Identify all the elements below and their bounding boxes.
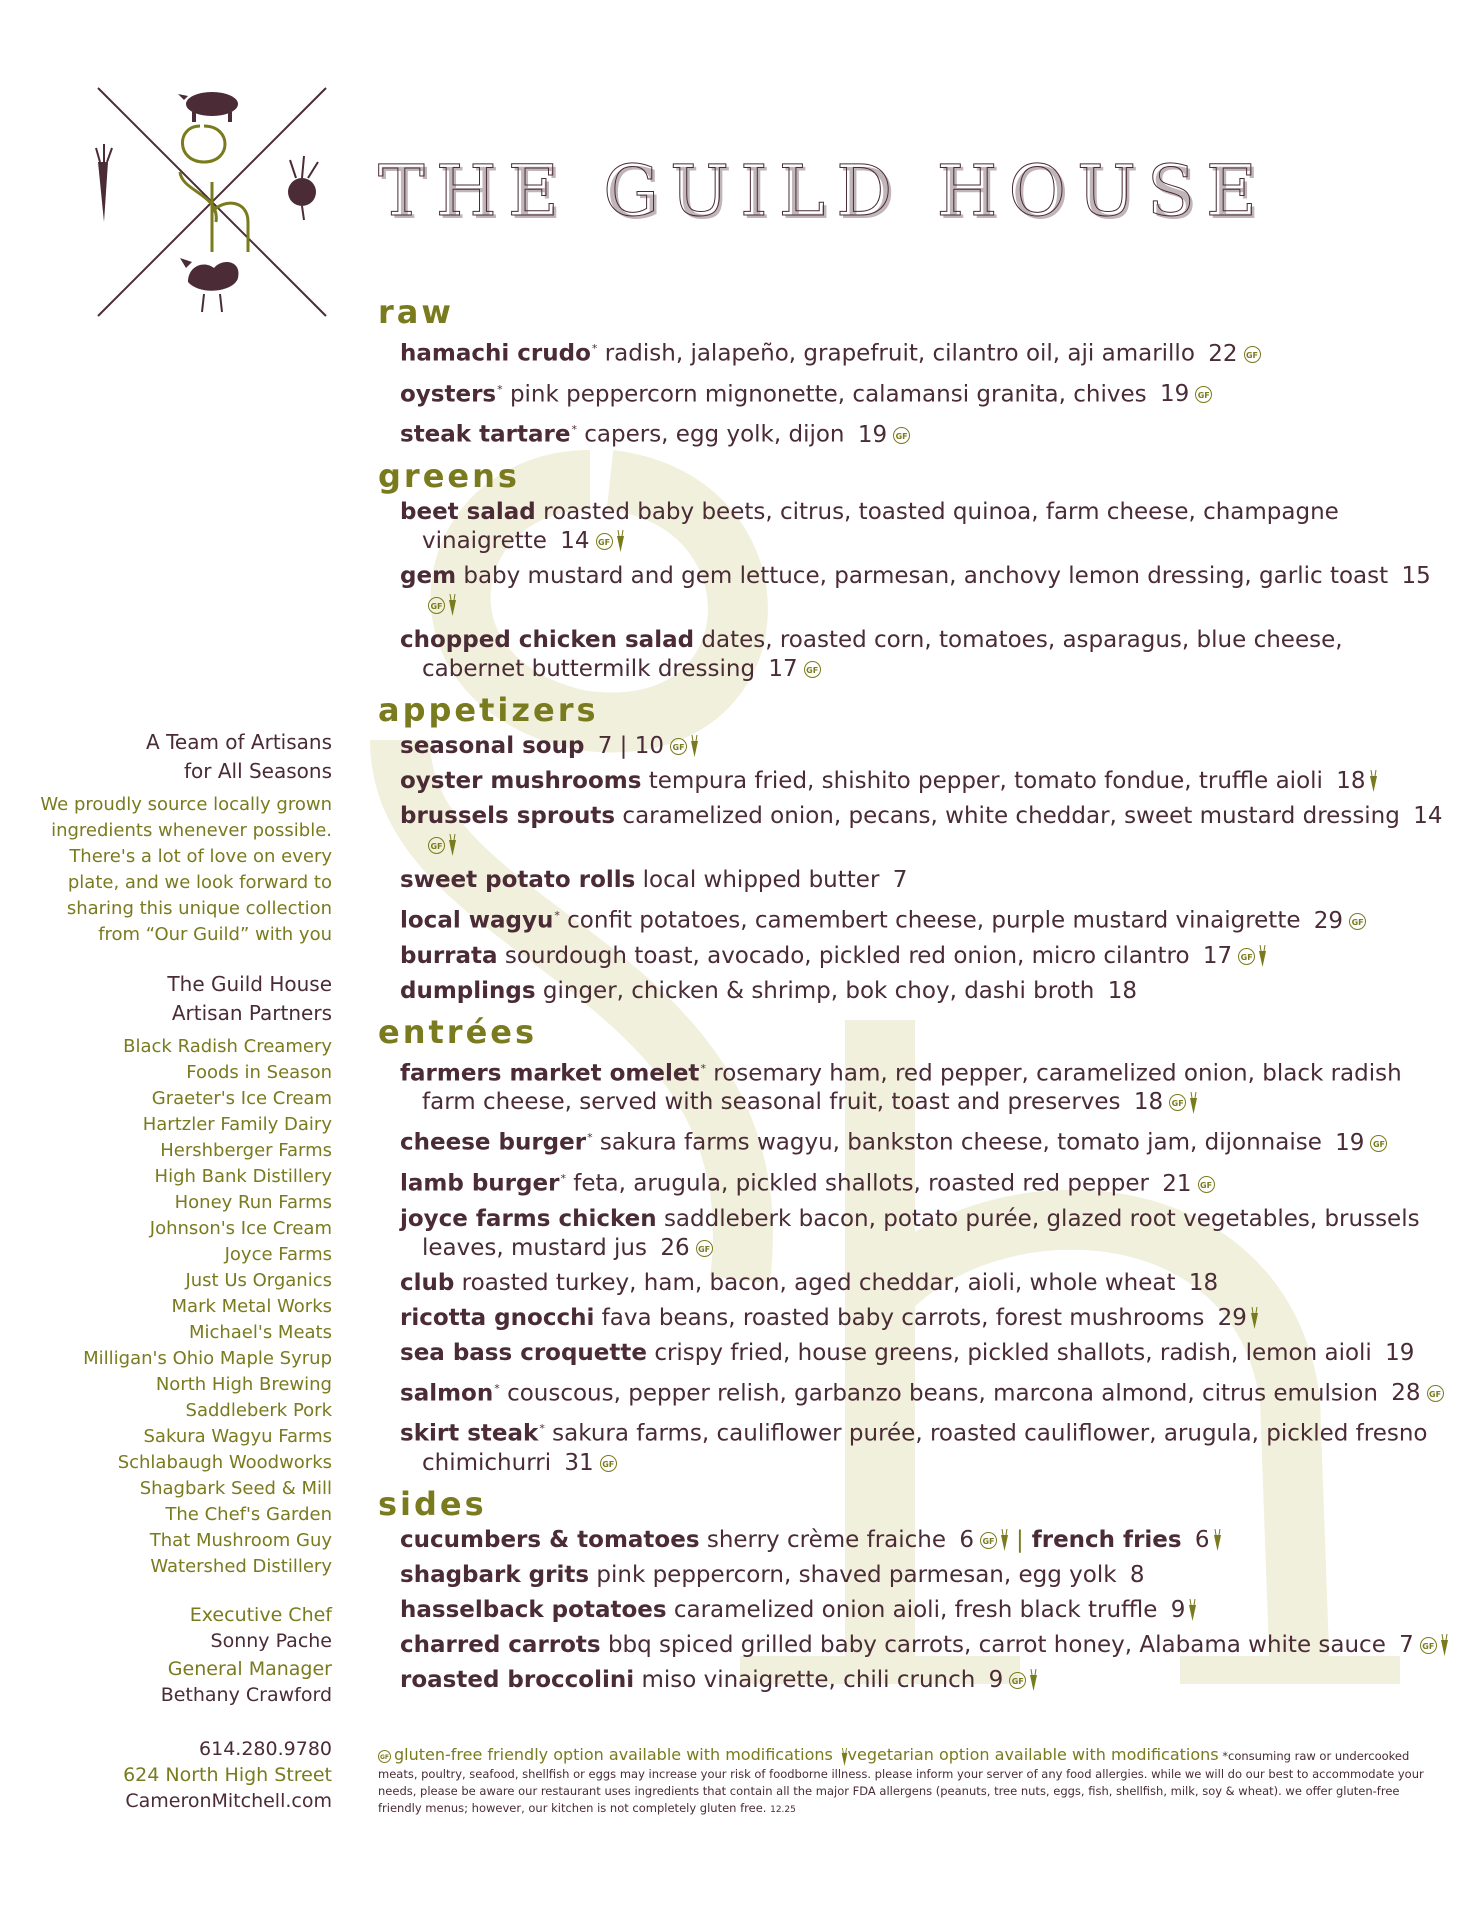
item-description: sherry crème fraiche xyxy=(706,1526,947,1553)
divider: | xyxy=(1015,1526,1024,1553)
phone-number[interactable]: 614.280.9780 xyxy=(199,1738,332,1760)
gluten-free-icon: GF xyxy=(600,1455,617,1472)
menu-item xyxy=(400,901,1448,936)
item-price: 29 xyxy=(1217,1304,1247,1331)
menu xyxy=(378,292,1448,1701)
item-description: bbq spiced grilled baby carrots, carrot honey, Alabama white sauce xyxy=(607,1631,1386,1658)
gluten-free-icon: GF xyxy=(893,427,910,444)
item-description: baby mustard and gem lettuce, parmesan, anchovy lemon dressing, garlic toast xyxy=(463,562,1389,589)
partner-item: Graeter's Ice Cream xyxy=(151,1088,332,1109)
gm-role: General Manager xyxy=(167,1658,332,1680)
item-price: 29 xyxy=(1313,907,1344,934)
item-price: 22 xyxy=(1208,340,1238,367)
section-raw xyxy=(378,292,1448,450)
partner-item: Just Us Organics xyxy=(185,1270,332,1291)
item-price: 28 xyxy=(1391,1380,1421,1407)
menu-item xyxy=(400,1164,1448,1199)
raw-warning-star: * xyxy=(560,1171,566,1185)
menu-item xyxy=(400,767,1448,796)
item-description: caramelized onion aioli, fresh black truffle xyxy=(673,1596,1158,1623)
partner-item: Watershed Distillery xyxy=(150,1556,332,1577)
item-price: 18 xyxy=(1336,767,1366,794)
carrot-icon xyxy=(1251,1307,1258,1329)
partner-item: That Mushroom Guy xyxy=(149,1530,332,1551)
partner-item: Johnson's Ice Cream xyxy=(149,1218,332,1239)
gluten-free-icon: GF xyxy=(670,738,687,755)
partner-item: North High Brewing xyxy=(155,1374,332,1395)
menu-item xyxy=(400,1269,1448,1298)
item-price: 9 xyxy=(1170,1596,1186,1623)
item-description: saddleberk bacon, potato purée, glazed root vegetables, brussels leaves, mustard jus xyxy=(422,1205,1420,1261)
item-price: 6 xyxy=(1194,1526,1210,1553)
carrot-icon xyxy=(1214,1529,1221,1551)
partner-item: Sakura Wagyu Farms xyxy=(143,1426,332,1447)
partner-item: Mark Metal Works xyxy=(171,1296,332,1317)
item-name: farmers market omelet xyxy=(400,1060,700,1087)
partners-list xyxy=(40,1034,332,1580)
item-description: crispy fried, house greens, pickled shallots, radish, lemon aioli xyxy=(654,1339,1372,1366)
item-name: gem xyxy=(400,562,457,589)
raw-warning-star: * xyxy=(700,1061,706,1075)
raw-warning-star: * xyxy=(494,1381,500,1395)
item-name: sea bass croquette xyxy=(400,1339,647,1366)
guild-house-logo xyxy=(92,82,332,322)
item-description: sakura farms, cauliflower purée, roasted cauliflower, arugula, pickled fresno chimichurri xyxy=(422,1420,1428,1476)
section-greens xyxy=(378,456,1448,684)
gluten-free-icon: GF xyxy=(596,533,613,550)
footer-notes xyxy=(378,1746,1428,1819)
item-name: sweet potato rolls xyxy=(400,866,636,893)
chef-name: Sonny Pache xyxy=(210,1630,332,1652)
item-name: joyce farms chicken xyxy=(400,1205,657,1232)
carrot-icon xyxy=(1189,1599,1196,1621)
menu-item xyxy=(400,1561,1448,1590)
item-name: shagbark grits xyxy=(400,1561,590,1588)
sidebar xyxy=(40,728,332,1814)
item-description: pink peppercorn, shaved parmesan, egg yolk xyxy=(596,1561,1117,1588)
gf-legend: gluten-free friendly option available with modifications xyxy=(394,1745,833,1764)
menu-item xyxy=(400,415,1448,450)
item-name: oysters xyxy=(400,381,497,408)
partners-heading-1: The Guild House xyxy=(167,972,332,996)
carrot-icon xyxy=(449,834,456,856)
menu-item xyxy=(400,942,1448,971)
gluten-free-icon: GF xyxy=(1198,1176,1215,1193)
item-price: 7 xyxy=(1399,1631,1414,1658)
restaurant-title: THE GUILD HOUSE xyxy=(378,150,1268,232)
section-appetizers xyxy=(378,690,1448,1006)
team-heading-1: A Team of Artisans xyxy=(146,730,332,754)
item-description: rosemary ham, red pepper, caramelized onion, black radish farm cheese, served with seasonal fruit, toast and preserves xyxy=(422,1060,1402,1116)
gluten-free-icon: GF xyxy=(804,661,821,678)
item-description: dates, roasted corn, tomatoes, asparagus, blue cheese, cabernet buttermilk dressing xyxy=(422,626,1343,682)
item-price: 19 xyxy=(1335,1129,1365,1156)
gluten-free-icon: GF xyxy=(428,597,445,614)
allergy-disclaimer: *consuming raw or undercooked meats, poultry, seafood, shellfish or eggs may increase your risk of foodborne illness. please inform your server of any food allergies. while we will do our best to accommodate your needs, please be aware our restaurant uses ingredients that contain all the major FDA allergens (peanuts, tree nuts, eggs, fish, shellfish, milk, soy & wheat). we offer gluten-free friendly menus; however, our kitchen is not completely gluten free. xyxy=(378,1749,1424,1815)
gluten-free-icon: GF xyxy=(1370,1135,1387,1152)
item-name: local wagyu xyxy=(400,907,554,934)
gluten-free-icon: GF xyxy=(980,1532,997,1549)
item-price: 21 xyxy=(1162,1170,1192,1197)
partner-item: Hartzler Family Dairy xyxy=(142,1114,332,1135)
menu-item xyxy=(400,1414,1448,1478)
gluten-free-icon: GF xyxy=(1420,1637,1437,1654)
section-title: entrées xyxy=(378,1012,538,1051)
item-description: sakura farms wagyu, bankston cheese, tomato jam, dijonnaise xyxy=(599,1129,1322,1156)
item-price: 8 xyxy=(1129,1561,1145,1588)
item-price: 17 xyxy=(1202,942,1233,969)
raw-warning-star: * xyxy=(539,1422,545,1436)
item-description: ginger, chicken & shrimp, bok choy, dashi broth xyxy=(542,977,1095,1004)
raw-warning-star: * xyxy=(591,342,598,355)
item-description: miso vinaigrette, chili crunch xyxy=(641,1666,976,1693)
gluten-free-icon: GF xyxy=(1195,386,1212,403)
menu-item xyxy=(400,1596,1448,1625)
rooster-icon xyxy=(180,258,239,312)
item-name: skirt steak xyxy=(400,1420,539,1447)
menu-item xyxy=(400,866,1448,895)
gluten-free-icon: GF xyxy=(696,1240,713,1257)
team-heading-2: for All Seasons xyxy=(183,759,332,783)
item-name: cheese burger xyxy=(400,1129,587,1156)
item-price: 18 xyxy=(1133,1089,1164,1116)
item-price: 17 xyxy=(768,655,798,682)
menu-item xyxy=(400,977,1448,1006)
carrot-icon xyxy=(841,1748,848,1766)
item-name: french fries xyxy=(1031,1526,1182,1553)
item-name: hasselback potatoes xyxy=(400,1596,667,1623)
gluten-free-icon: GF xyxy=(378,1750,391,1763)
item-description: local whipped butter xyxy=(642,866,880,893)
menu-item xyxy=(400,334,1448,369)
section-title: sides xyxy=(378,1484,487,1523)
partner-item: Shagbark Seed & Mill xyxy=(139,1478,332,1499)
partner-item: Milligan's Ohio Maple Syrup xyxy=(83,1348,332,1369)
menu-item xyxy=(400,1304,1448,1333)
item-description: fava beans, roasted baby carrots, forest mushrooms xyxy=(601,1304,1205,1331)
item-name: lamb burger xyxy=(400,1170,560,1197)
gluten-free-icon: GF xyxy=(1244,346,1261,363)
item-price: 7 xyxy=(892,866,908,893)
carrot-icon xyxy=(96,144,112,222)
item-name: chopped chicken salad xyxy=(400,626,695,653)
beet-icon xyxy=(288,156,318,220)
item-price: 6 xyxy=(959,1526,974,1553)
gluten-free-icon: GF xyxy=(1427,1385,1444,1402)
carrot-icon xyxy=(1259,945,1266,967)
item-description: couscous, pepper relish, garbanzo beans, marcona almond, citrus emulsion xyxy=(507,1380,1378,1407)
item-description: tempura fried, shishito pepper, tomato fondue, truffle aioli xyxy=(648,767,1323,794)
carrot-icon xyxy=(617,530,624,552)
partner-item: Foods in Season xyxy=(186,1062,332,1083)
gluten-free-icon: GF xyxy=(1169,1094,1186,1111)
section-title: raw xyxy=(378,293,454,331)
item-price: 19 xyxy=(857,421,888,448)
carrot-icon xyxy=(449,594,456,616)
menu-item xyxy=(400,1123,1448,1158)
carrot-icon xyxy=(1441,1634,1448,1656)
item-price: 15 xyxy=(1401,562,1431,589)
item-name: salmon xyxy=(400,1380,494,1407)
item-price: 18 xyxy=(1107,977,1137,1004)
menu-item xyxy=(400,375,1448,410)
item-price: 9 xyxy=(988,1666,1004,1693)
veg-legend: vegetarian option available with modifications xyxy=(847,1745,1219,1764)
partner-item: The Chef's Garden xyxy=(165,1504,332,1525)
gluten-free-icon: GF xyxy=(1238,948,1255,965)
menu-item xyxy=(400,1666,1448,1695)
raw-warning-star: * xyxy=(554,908,560,922)
menu-item xyxy=(400,1374,1448,1409)
section-entrees xyxy=(378,1012,1448,1478)
carrot-icon xyxy=(1030,1669,1037,1691)
menu-version-code: 12.25 xyxy=(770,1804,796,1815)
item-name: oyster mushrooms xyxy=(400,767,642,794)
item-name: hamachi crudo xyxy=(400,340,591,367)
item-price: 14 xyxy=(1413,802,1443,829)
item-name: dumplings xyxy=(400,977,536,1004)
item-description: confit potatoes, camembert cheese, purple mustard vinaigrette xyxy=(567,907,1301,934)
pig-icon xyxy=(178,92,238,122)
carrot-icon xyxy=(1001,1529,1008,1551)
gh-monogram xyxy=(180,126,248,252)
partner-item: Michael's Meats xyxy=(188,1322,332,1343)
item-description: sourdough toast, avocado, pickled red onion, micro cilantro xyxy=(504,942,1190,969)
menu-item xyxy=(400,1339,1448,1368)
item-description: roasted turkey, ham, bacon, aged cheddar, aioli, whole wheat xyxy=(461,1269,1176,1296)
carrot-icon xyxy=(1370,770,1377,792)
item-name: ricotta gnocchi xyxy=(400,1304,595,1331)
item-description: feta, arugula, pickled shallots, roasted red pepper xyxy=(573,1170,1149,1197)
item-description: caramelized onion, pecans, white cheddar, sweet mustard dressing xyxy=(622,802,1400,829)
item-description: pink peppercorn mignonette, calamansi granita, chives xyxy=(509,381,1147,408)
partner-item: Saddleberk Pork xyxy=(185,1400,332,1421)
team-text: We proudly source locally grown ingredients whenever possible. There's a lot of love on every plate, and we look forward to sharing this unique collection from “Our Guild” with you xyxy=(40,794,332,945)
item-name: cucumbers & tomatoes xyxy=(400,1526,700,1553)
raw-warning-star: * xyxy=(587,1131,593,1145)
menu-item xyxy=(400,626,1448,684)
chef-role: Executive Chef xyxy=(189,1604,332,1626)
carrot-icon xyxy=(691,735,698,757)
item-name: club xyxy=(400,1269,455,1296)
item-description: roasted baby beets, citrus, toasted quinoa, farm cheese, champagne vinaigrette xyxy=(422,498,1339,554)
item-price: 26 xyxy=(660,1234,690,1261)
menu-item xyxy=(400,732,1448,761)
partner-item: Joyce Farms xyxy=(224,1244,332,1265)
partner-item: Schlabaugh Woodworks xyxy=(117,1452,332,1473)
gluten-free-icon: GF xyxy=(428,837,445,854)
item-name: brussels sprouts xyxy=(400,802,616,829)
gluten-free-icon: GF xyxy=(1009,1672,1026,1689)
item-name: seasonal soup xyxy=(400,732,585,759)
section-title: greens xyxy=(378,456,520,495)
item-name: steak tartare xyxy=(400,421,571,448)
item-description: radish, jalapeño, grapefruit, cilantro oil, aji amarillo xyxy=(604,340,1195,367)
item-name: beet salad xyxy=(400,498,536,525)
gluten-free-icon: GF xyxy=(1349,913,1366,930)
carrot-icon xyxy=(1190,1092,1197,1114)
gm-name: Bethany Crawford xyxy=(160,1684,332,1706)
item-price: 19 xyxy=(1385,1339,1415,1366)
menu-item xyxy=(400,498,1448,556)
address: 624 North High Street xyxy=(123,1764,332,1786)
menu-item xyxy=(400,1054,1448,1118)
menu-item xyxy=(400,1205,1448,1263)
item-description: capers, egg yolk, dijon xyxy=(584,421,845,448)
item-name: burrata xyxy=(400,942,498,969)
raw-warning-star: * xyxy=(497,382,503,396)
item-name: roasted broccolini xyxy=(400,1666,635,1693)
website-link[interactable]: CameronMitchell.com xyxy=(125,1790,332,1812)
partners-heading-2: Artisan Partners xyxy=(171,1001,332,1025)
item-price: 31 xyxy=(564,1449,594,1476)
raw-warning-star: * xyxy=(571,423,577,437)
partner-item: Honey Run Farms xyxy=(174,1192,332,1213)
section-sides xyxy=(378,1484,1448,1695)
item-price: 14 xyxy=(560,527,590,554)
section-title: appetizers xyxy=(378,690,599,729)
menu-item xyxy=(400,1631,1448,1660)
item-price: 7 | 10 xyxy=(597,732,665,759)
item-name: charred carrots xyxy=(400,1631,601,1658)
contact-info xyxy=(40,1736,332,1814)
menu-item xyxy=(400,802,1448,860)
menu-item xyxy=(400,1526,1448,1555)
item-price: 19 xyxy=(1159,381,1190,408)
partner-item: High Bank Distillery xyxy=(154,1166,332,1187)
partner-item: Hershberger Farms xyxy=(160,1140,332,1161)
menu-item xyxy=(400,562,1448,620)
item-price: 18 xyxy=(1188,1269,1219,1296)
partner-item: Black Radish Creamery xyxy=(123,1036,332,1057)
